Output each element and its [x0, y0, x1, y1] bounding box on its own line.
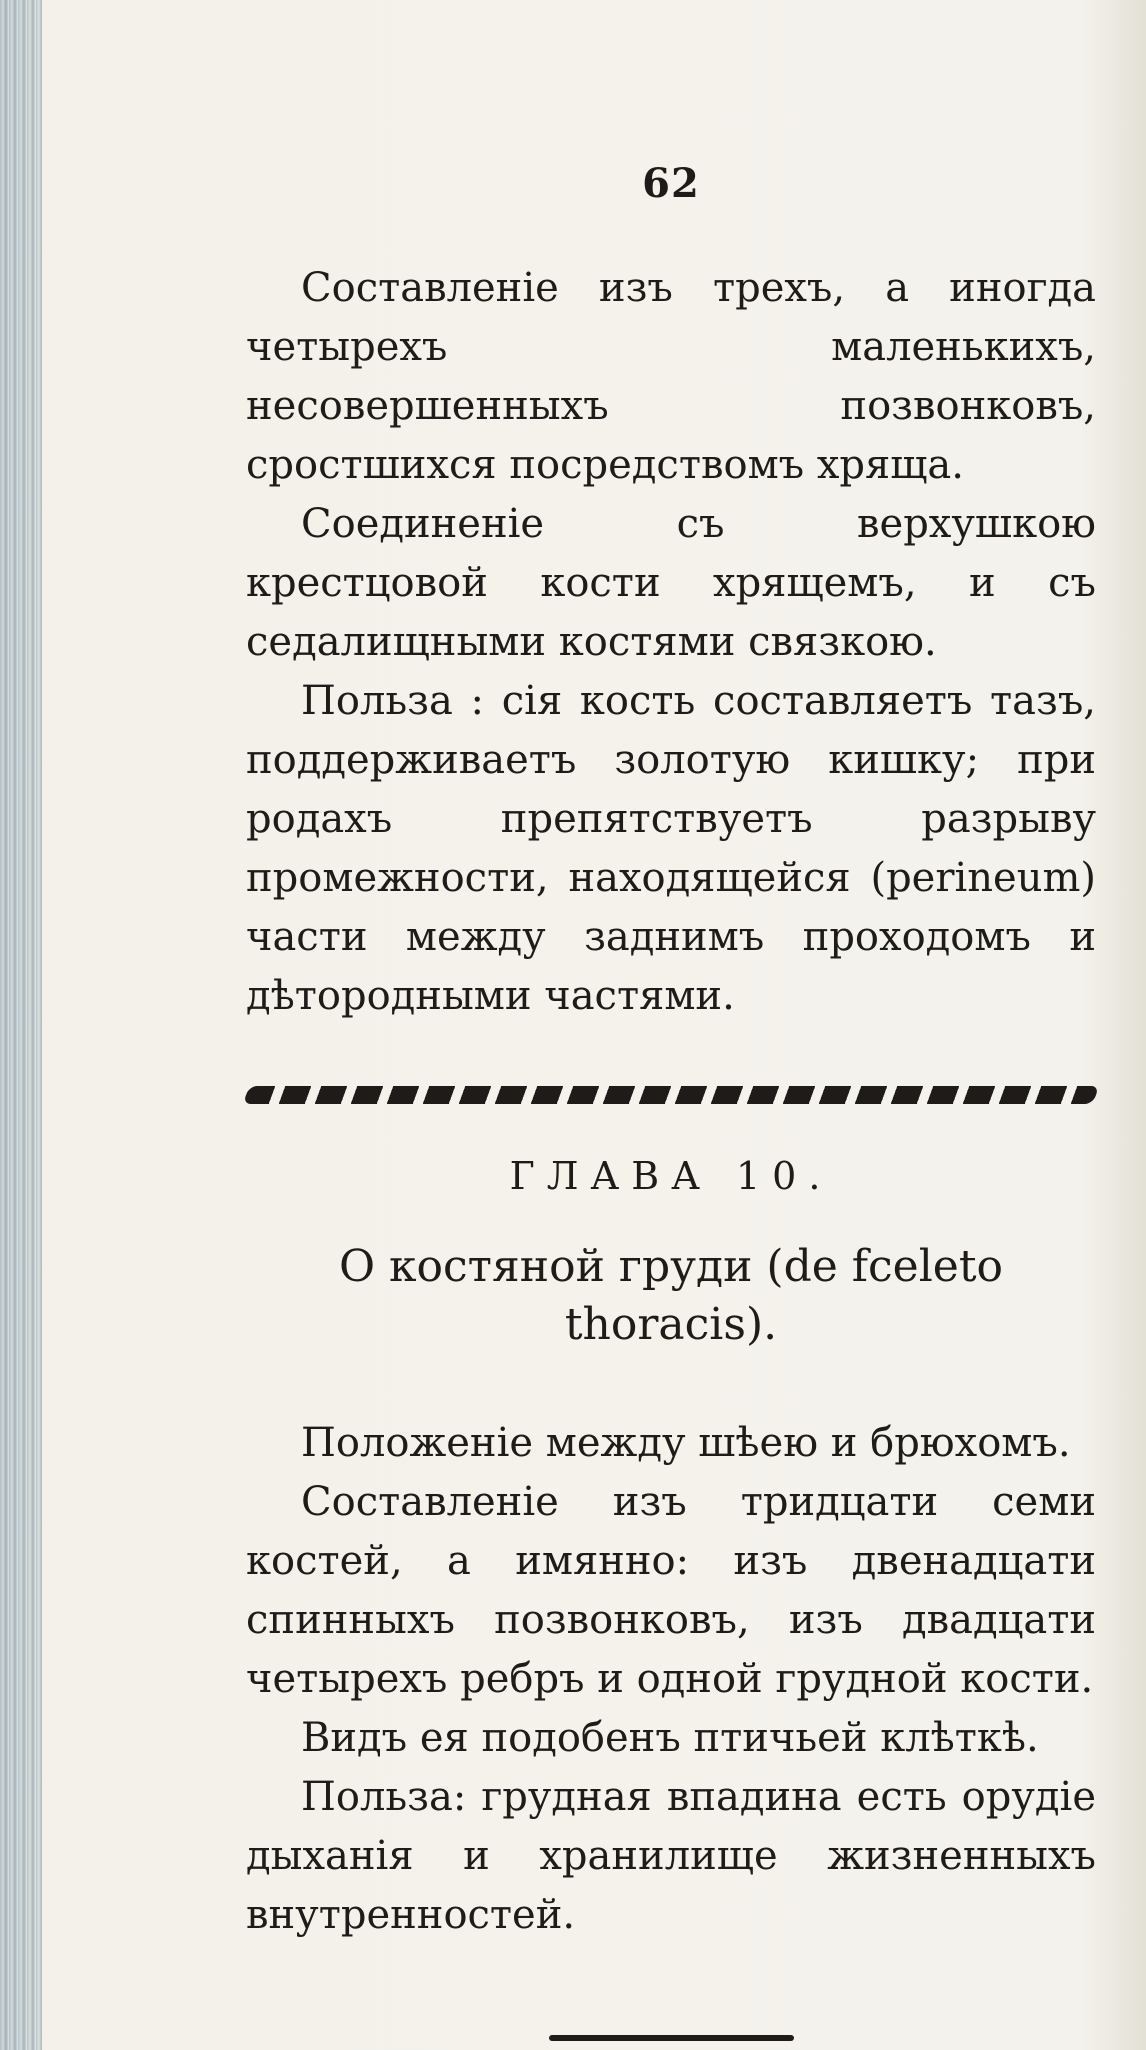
page-number: 62 [642, 160, 700, 207]
ornamental-divider [243, 1086, 1100, 1104]
page-edge-binding [0, 0, 42, 2050]
section-heading: О костяной груди (de fceleto thoracis). [338, 1241, 1004, 1350]
paragraph-connection: Соединеніе съ верхушкою крестцовой кости хрящемъ, и съ седалищными костями связкою. [246, 501, 1096, 665]
paragraph-use: Польза : сія кость составляетъ тазъ, поддерживаетъ золотую кишку; при родахъ препятствуетъ разрыву промежности, находящейся (perineum) части между заднимъ проходомъ и дѣтородными частями. [246, 678, 1096, 1019]
paragraph-position: Положеніе между шѣею и брюхомъ. [301, 1420, 1071, 1466]
paragraph-shape: Видъ ея подобенъ птичьей клѣткѣ. [301, 1715, 1039, 1761]
chapter-title: ГЛАВА 10. [509, 1154, 833, 1198]
text-block [246, 160, 1096, 2041]
paragraph-composition: Составленіе изъ трехъ, а иногда четырехъ маленькихъ, несовершенныхъ позвонковъ, сростшихся посредствомъ хряща. [246, 265, 1096, 488]
end-rule [549, 2035, 794, 2041]
paragraph-thorax-use: Польза: грудная впадина есть орудіе дыханія и хранилище жизненныхъ внутренностей. [246, 1774, 1096, 1938]
paragraph-thorax-composition: Составленіе изъ тридцати семи костей, а имянно: изъ двенадцати спинныхъ позвонковъ, изъ двадцати четырехъ ребръ и одной грудной кости. [246, 1479, 1096, 1702]
